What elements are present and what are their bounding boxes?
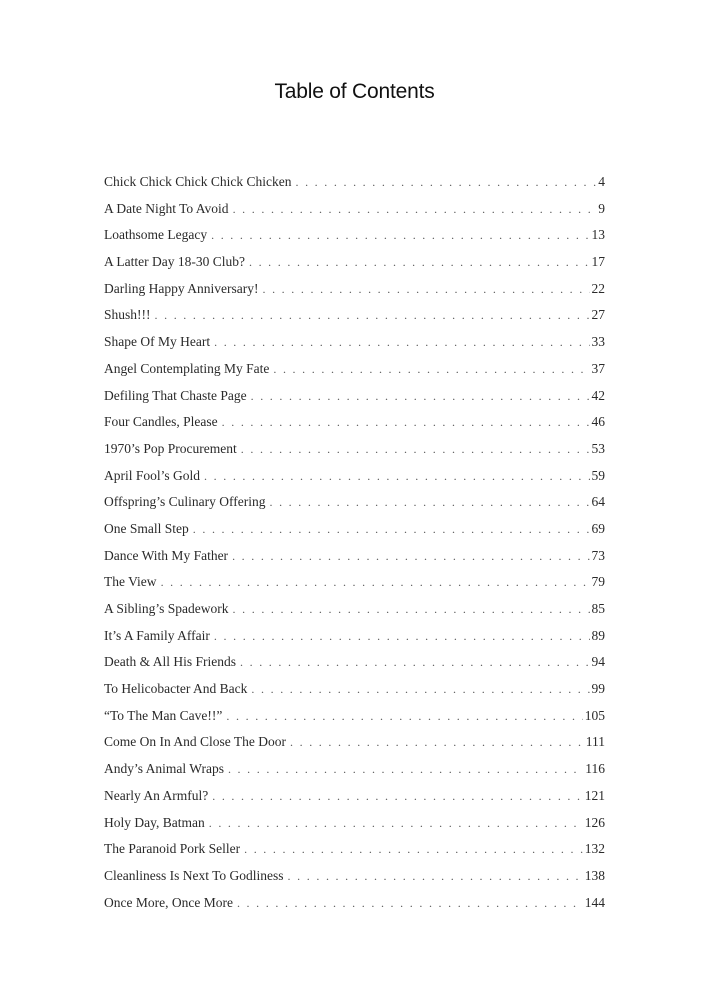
toc-entry [104,895,605,922]
toc-page-number: 105 [584,707,605,723]
toc-page-number: 144 [584,894,605,910]
toc-entry-title: The Paranoid Pork Seller [104,841,241,857]
toc-entry-title: Nearly An Armful? [104,787,209,803]
toc-page-number: 94 [591,654,605,670]
dot-leader [222,415,590,430]
toc-entry [104,601,605,628]
dot-leader [155,308,590,323]
toc-entry [104,494,605,521]
toc-entry [104,868,605,895]
toc-entry-title: A Date Night To Avoid [104,200,229,216]
toc-entry-title: Once More, Once More [104,894,233,910]
toc-entry [104,227,605,254]
toc-entry [104,574,605,601]
toc-page-number: 138 [584,867,605,883]
toc-entry-title: The View [104,574,157,590]
toc-entry-title: Andy’s Animal Wraps [104,761,224,777]
toc-entry [104,334,605,361]
dot-leader [211,228,589,243]
dot-leader [273,362,589,377]
toc-page-number: 99 [591,681,605,697]
toc-entry-title: A Latter Day 18-30 Club? [104,254,245,270]
toc-page-number: 4 [598,174,605,189]
toc-page-number: 42 [591,387,605,403]
dot-leader [295,175,596,190]
toc-page-number: 9 [598,200,605,216]
toc-entry [104,841,605,868]
toc-entry [104,414,605,441]
toc-page-number: 53 [591,440,605,456]
toc-entry [104,815,605,842]
toc-page-number: 121 [584,787,605,803]
toc-entry [104,788,605,815]
toc-entry [104,468,605,495]
toc-page-number: 126 [584,814,605,830]
toc-entry [104,521,605,548]
toc-page-number: 73 [591,547,605,563]
toc-page-number: 13 [591,227,605,243]
toc-page-number: 46 [591,414,605,430]
toc-entry-title: Holy Day, Batman [104,814,205,830]
dot-leader [212,789,583,804]
toc-entry [104,681,605,708]
toc-page-number: 132 [584,841,605,857]
toc-entry [104,761,605,788]
toc-page-number: 89 [591,627,605,643]
toc-entry [104,307,605,334]
toc-entry-title: Dance With My Father [104,547,229,563]
toc-page-number: 79 [591,574,605,590]
toc-page-number: 111 [585,734,605,750]
toc-entry-title: Angel Contemplating My Fate [104,360,270,376]
toc-entry [104,441,605,468]
toc-page-number: 17 [591,254,605,270]
toc-page-number: 116 [585,761,605,777]
toc-entry-title: Shush!!! [104,307,151,323]
toc-page-number: 37 [591,360,605,376]
toc-entry-title: April Fool’s Gold [104,467,201,483]
dot-leader [244,842,583,857]
toc-entry [104,174,605,201]
toc-entry [104,628,605,655]
dot-leader [249,255,590,270]
toc-entry [104,734,605,761]
dot-leader [269,495,589,510]
dot-leader [233,202,597,217]
toc-entry [104,361,605,388]
toc-entry [104,388,605,415]
toc-entry-title: 1970’s Pop Procurement [104,440,237,456]
dot-leader [237,896,583,911]
toc-entry-title: Come On In And Close The Door [104,734,286,750]
toc-entry-title: Shape Of My Heart [104,334,211,350]
dot-leader [214,335,589,350]
toc-page-number: 64 [591,494,605,510]
toc-entry-title: Defiling That Chaste Page [104,387,247,403]
dot-leader [241,442,590,457]
dot-leader [226,709,582,724]
toc-entry [104,201,605,228]
dot-leader [232,549,589,564]
toc-entry-title: Darling Happy Anniversary! [104,280,259,296]
toc-page-number: 69 [591,520,605,536]
dot-leader [251,389,590,404]
dot-leader [214,629,590,644]
dot-leader [262,282,589,297]
dot-leader [228,762,583,777]
toc-entry-title: Cleanliness Is Next To Godliness [104,867,284,883]
toc-entry-title: Chick Chick Chick Chick Chicken [104,174,292,189]
toc-page-number: 27 [591,307,605,323]
toc-page-number: 33 [591,334,605,350]
toc-entry-title: Four Candles, Please [104,414,218,430]
toc-entry-title: Offspring’s Culinary Offering [104,494,266,510]
toc-entry [104,548,605,575]
toc-list [104,174,605,921]
toc-entry-title: It’s A Family Affair [104,627,210,643]
toc-entry-title: “To The Man Cave!!” [104,707,223,723]
toc-page-number: 22 [591,280,605,296]
dot-leader [251,682,589,697]
toc-entry [104,708,605,735]
toc-page-number: 59 [591,467,605,483]
dot-leader [288,869,583,884]
dot-leader [290,735,584,750]
toc-entry [104,281,605,308]
dot-leader [193,522,590,537]
toc-entry-title: Loathsome Legacy [104,227,208,243]
dot-leader [233,602,590,617]
dot-leader [209,816,583,831]
toc-entry-title: One Small Step [104,520,189,536]
dot-leader [240,655,590,670]
toc-entry [104,254,605,281]
toc-page-number: 85 [591,601,605,616]
page-title: Table of Contents [274,80,435,103]
toc-entry [104,654,605,681]
dot-leader [204,469,589,484]
toc-entry-title: To Helicobacter And Back [104,681,248,697]
toc-entry-title: A Sibling’s Spadework [104,601,229,616]
dot-leader [161,575,590,590]
toc-entry-title: Death & All His Friends [104,654,236,670]
